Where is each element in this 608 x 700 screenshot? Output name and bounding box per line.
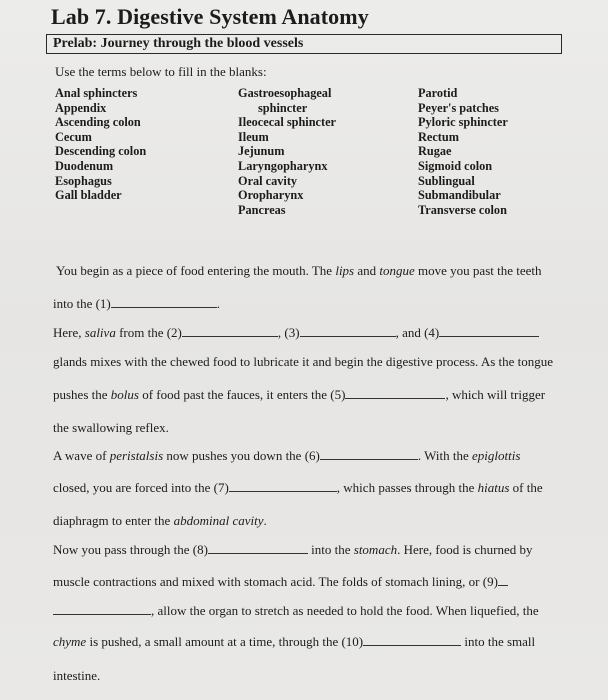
term-column-1 — [55, 86, 146, 203]
prelab-heading: Prelab: Journey through the blood vessels — [53, 36, 304, 51]
answer-blank-1[interactable] — [111, 297, 217, 308]
answer-blank-9-cont[interactable] — [53, 604, 151, 615]
answer-blank-7[interactable] — [229, 481, 337, 492]
passage-line-6: the swallowing reflex. — [53, 420, 169, 435]
term: sphincter — [258, 100, 308, 115]
passage-line-8: closed, you are forced into the (7) , which passes through the hiatus of the — [53, 480, 543, 495]
passage-line-7: A wave of peristalsis now pushes you down the (6) . With the epiglottis — [53, 448, 521, 463]
term: Appendix — [55, 100, 107, 115]
term: Submandibular — [418, 188, 501, 203]
term: Esophagus — [55, 173, 112, 188]
term: Peyer's patches — [418, 100, 499, 115]
passage-line-13: chyme is pushed, a small amount at a time, through the (10) into the small — [53, 634, 536, 649]
answer-blank-5[interactable] — [345, 388, 445, 399]
term: Rugae — [418, 144, 452, 159]
term: Descending colon — [55, 144, 147, 159]
prelab-box — [46, 34, 562, 54]
term: Transverse colon — [418, 202, 507, 217]
passage-line-2: into the (1) . — [53, 296, 221, 311]
term-column-3 — [418, 86, 508, 217]
term: Laryngopharynx — [238, 158, 328, 173]
term: Pyloric sphincter — [418, 115, 508, 130]
answer-blank-2[interactable] — [182, 326, 278, 337]
passage-line-9: diaphragm to enter the abdominal cavity. — [53, 513, 267, 528]
term: Parotid — [418, 86, 458, 100]
answer-blank-6[interactable] — [320, 449, 418, 460]
term: Ileocecal sphincter — [238, 115, 337, 130]
answer-blank-9[interactable] — [498, 575, 508, 586]
passage-line-10: Now you pass through the (8) into the stomach. Here, food is churned by — [53, 542, 533, 557]
answer-blank-3[interactable] — [300, 326, 396, 337]
term: Oral cavity — [238, 173, 298, 188]
term: Gastroesophageal — [238, 86, 332, 100]
passage-line-14: intestine. — [53, 668, 101, 683]
term: Ascending colon — [55, 115, 141, 130]
instructions: Use the terms below to fill in the blanks: — [55, 64, 267, 79]
term: Duodenum — [55, 158, 114, 173]
passage-line-5: pushes the bolus of food past the fauces, it enters the (5) , which will trigger — [53, 387, 546, 402]
term: Gall bladder — [55, 188, 122, 203]
page-title: Lab 7. Digestive System Anatomy — [51, 4, 369, 29]
term: Oropharynx — [238, 188, 304, 203]
answer-blank-8[interactable] — [208, 543, 308, 554]
passage-line-3: Here, saliva from the (2) , (3) , and (4) — [53, 325, 539, 341]
passage-line-4: glands mixes with the chewed food to lubricate it and begin the digestive process. As the tongue — [53, 354, 554, 369]
term: Anal sphincters — [55, 86, 138, 100]
term: Ileum — [238, 129, 269, 144]
term: Rectum — [418, 129, 459, 144]
term-column-2 — [238, 86, 336, 217]
passage-line-1: You begin as a piece of food entering the mouth. The lips and tongue move you past the teeth — [56, 263, 542, 278]
answer-blank-4[interactable] — [439, 326, 539, 337]
passage-line-12: , allow the organ to stretch as needed to hold the food. When liquefied, the — [53, 603, 539, 619]
term: Sigmoid colon — [418, 158, 493, 173]
term: Cecum — [55, 129, 92, 144]
term: Sublingual — [418, 173, 475, 188]
passage-line-11: muscle contractions and mixed with stomach acid. The folds of stomach lining, or (9) — [53, 574, 508, 590]
term: Pancreas — [238, 202, 286, 217]
term: Jejunum — [238, 144, 285, 159]
answer-blank-10[interactable] — [363, 635, 461, 646]
